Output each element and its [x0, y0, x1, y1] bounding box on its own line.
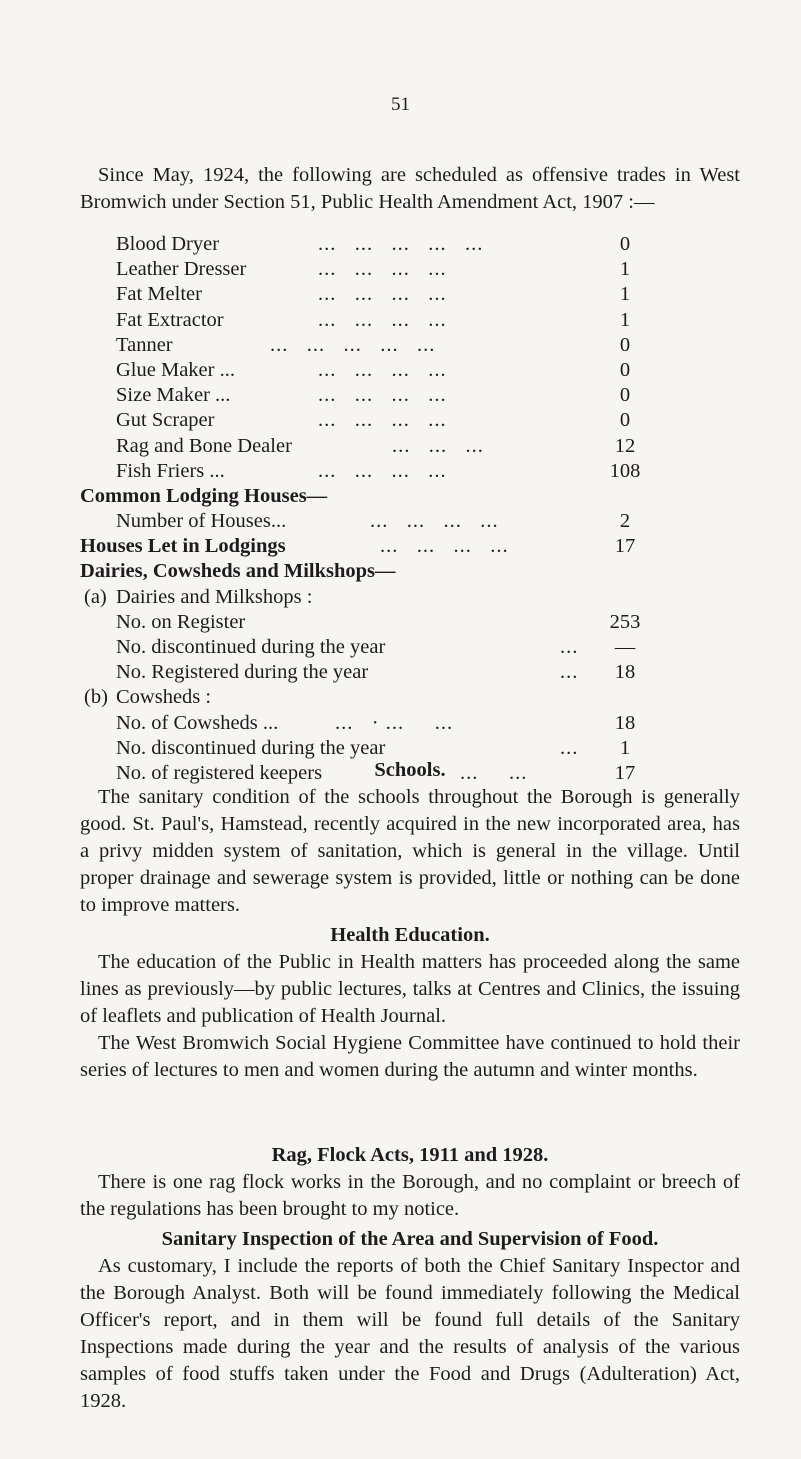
leader-dots: ... ... ...: [392, 434, 484, 457]
section-heading: [0, 559, 801, 584]
page-number: 51: [391, 94, 410, 115]
leader-dots: ... ... ... ...: [318, 283, 447, 306]
section-heading: Rag, Flock Acts, 1911 and 1928.: [271, 1144, 549, 1166]
sanitary-section: [80, 1226, 740, 1415]
item-label: Fat Melter: [116, 283, 202, 306]
item-label: Leather Dresser: [116, 258, 247, 281]
item-label: Tanner: [116, 333, 173, 356]
item-value: 1: [619, 308, 631, 331]
item-value: 18: [614, 661, 636, 684]
list-item: [0, 610, 801, 635]
list-item: [0, 635, 801, 660]
list-item: [0, 685, 801, 710]
leader-dots: ... ... ... ... ...: [270, 333, 436, 356]
intro-paragraph: Since May, 1924, the following are scheduled as offensive trades in West Bromwich under Section 51, Public Health Amendment Act, 1907 :—: [80, 164, 740, 213]
list-item: [0, 358, 801, 383]
item-value: 12: [614, 434, 636, 457]
list-item: [0, 459, 801, 484]
schools-paragraph: The sanitary condition of the schools throughout the Borough is generally good. St. Paul's, Hamstead, recently acquired in the new incorporated area, has a privy midden system of sanitation, which is general in the village. Until proper drainage and sewerage system is provided, little or nothing can be done to improve matters.: [80, 786, 740, 916]
leader-dots: ... ... ... ...: [380, 535, 509, 558]
leader-dots: ... ... ... ... ...: [318, 233, 484, 255]
section-heading: Sanitary Inspection of the Area and Supervision of Food.: [161, 1228, 659, 1250]
item-label: Houses Let in Lodgings: [80, 535, 286, 558]
list-item: [0, 282, 801, 307]
item-value: 108: [609, 459, 641, 482]
lodging-heading: Common Lodging Houses—: [80, 484, 328, 507]
sanitary-paragraph: As customary, I include the reports of both the Chief Sanitary Inspector and the Borough Analyst. Both will be found immediately following the Medical Officer's report, and in them will be found full details of the Sanitary Inspections made during the year and the results of analysis of the various samples of food stuffs taken under the Food and Drugs (Adulteration) Act, 1928.: [80, 1255, 740, 1412]
leader-dots: ... ... ... ...: [370, 510, 499, 533]
item-label: Fat Extractor: [116, 308, 224, 331]
item-value: 18: [614, 711, 636, 734]
item-label: Size Maker ...: [116, 384, 231, 407]
list-item: [0, 434, 801, 459]
item-label: Glue Maker ...: [116, 358, 235, 381]
item-label: No. of Cowsheds ...: [116, 711, 279, 734]
health-education-paragraph-2: The West Bromwich Social Hygiene Committee have continued to hold their series of lectures to men and women during the autumn and winter months.: [80, 1032, 740, 1081]
list-item: [0, 333, 801, 358]
schools-section: [80, 757, 740, 919]
item-label: Dairies and Milkshops :: [116, 585, 313, 608]
item-value: 1: [619, 258, 631, 281]
item-value: 0: [619, 333, 631, 356]
section-heading: Schools.: [374, 759, 446, 781]
section-heading: [0, 484, 801, 509]
item-mark: (b): [84, 686, 108, 709]
item-label: Cowsheds :: [116, 686, 212, 709]
list-item: [0, 308, 801, 333]
health-education-paragraph-1: The education of the Public in Health matters has proceeded along the same lines as previously—by public lectures, talks at Centres and Clinics, the issuing of leaflets and publication of Health Journal.: [80, 951, 740, 1027]
list-item: [0, 408, 801, 433]
leader-dots: ... ... ... ...: [318, 258, 447, 281]
item-label: No. Registered during the year: [116, 661, 369, 684]
leader-dots: ... ...: [460, 761, 528, 784]
item-label: Fish Friers ...: [116, 459, 225, 482]
item-value: 253: [609, 610, 641, 633]
item-label: No. on Register: [116, 610, 246, 633]
item-value: 0: [619, 384, 631, 407]
item-value: 17: [614, 535, 636, 558]
leader-dots: ...: [560, 661, 579, 684]
item-value: 2: [619, 510, 631, 533]
dairies-heading: Dairies, Cowsheds and Milkshops—: [80, 560, 396, 583]
item-value: 0: [619, 358, 631, 381]
list-item: [0, 585, 801, 610]
item-label: Rag and Bone Dealer: [116, 434, 292, 457]
list-item: [0, 660, 801, 685]
health-education-section: [80, 922, 740, 1084]
leader-dots: ...: [560, 636, 579, 658]
leader-dots: ... ... ... ...: [318, 308, 447, 331]
statistics-list: [0, 232, 801, 786]
item-value: 1: [619, 736, 631, 759]
section-heading: Health Education.: [330, 924, 490, 946]
item-label: No. discontinued during the year: [116, 736, 386, 759]
intro-block: [80, 162, 740, 216]
item-label: No. discontinued during the year: [116, 636, 386, 658]
item-value: 17: [614, 761, 636, 784]
leader-dots: ...: [560, 736, 579, 759]
list-item: [0, 711, 801, 736]
leader-dots: ... ... ... ...: [318, 409, 447, 432]
item-mark: (a): [84, 585, 107, 608]
item-value: 0: [619, 233, 631, 255]
item-label: Number of Houses...: [116, 510, 287, 533]
leader-dots: ... ... ... ...: [318, 459, 447, 482]
item-value: 1: [619, 283, 631, 306]
item-value: 0: [619, 409, 631, 432]
list-item: [0, 232, 801, 257]
list-item: [0, 509, 801, 534]
item-label: No. of registered keepers: [116, 761, 323, 784]
leader-dots: ... · ... ...: [335, 711, 454, 734]
leader-dots: ... ... ... ...: [318, 358, 447, 381]
rag-flock-section: [80, 1142, 740, 1223]
item-value: —: [614, 636, 636, 658]
rag-flock-paragraph: There is one rag flock works in the Borough, and no complaint or breech of the regulations has been brought to my notice.: [80, 1171, 740, 1220]
item-label: Blood Dryer: [116, 233, 220, 255]
list-item: [0, 257, 801, 282]
list-item: [0, 534, 801, 559]
item-label: Gut Scraper: [116, 409, 215, 432]
leader-dots: ... ... ... ...: [318, 384, 447, 407]
list-item: [0, 383, 801, 408]
